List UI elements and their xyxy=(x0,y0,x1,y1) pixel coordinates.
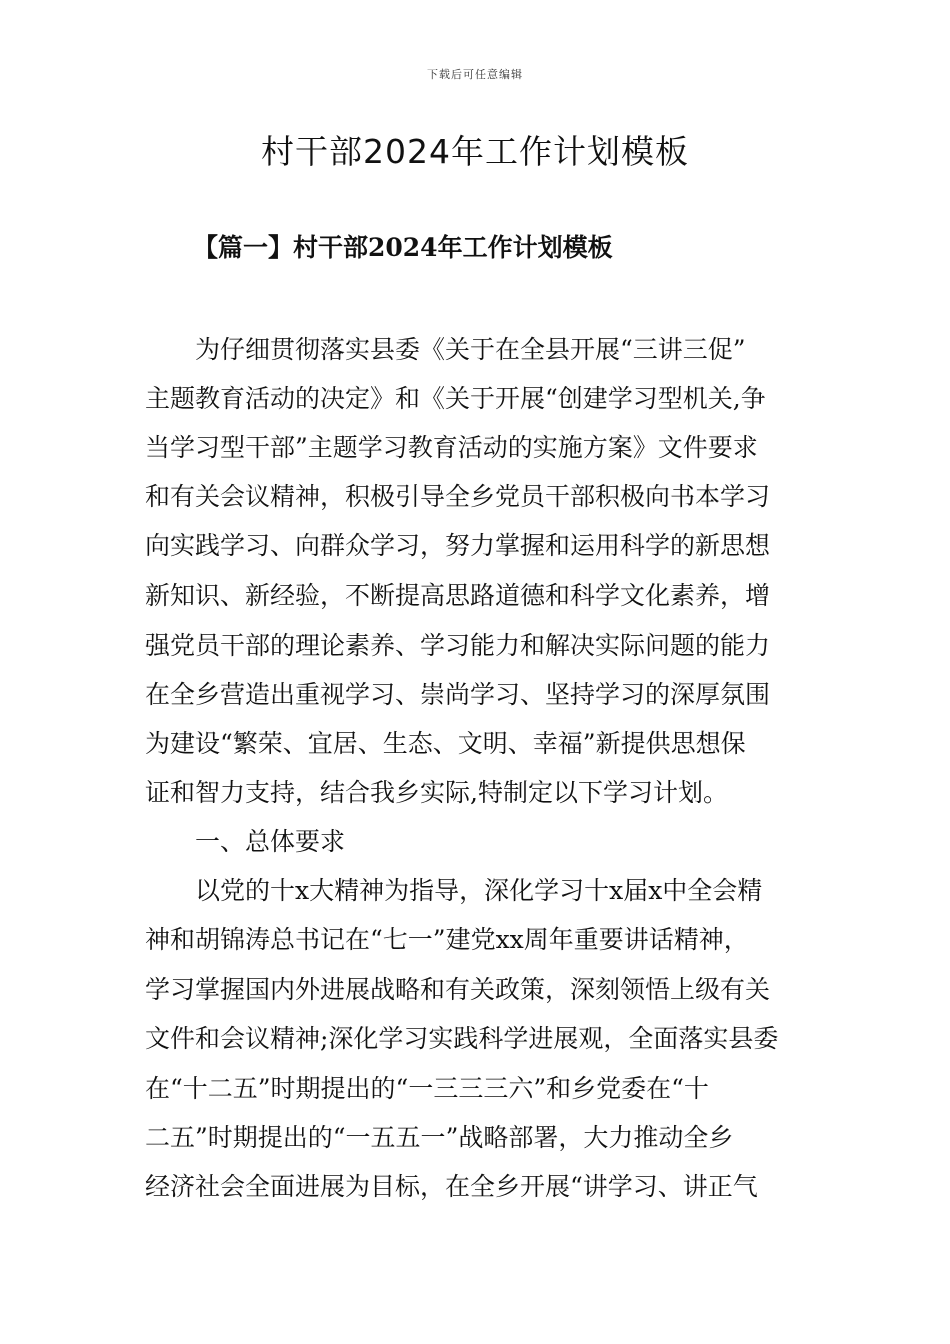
paragraph-line: 二五”时期提出的“一五五一”战略部署，大力推动全乡 xyxy=(145,1123,734,1152)
paragraph-line: 当学习型干部”主题学习教育活动的实施方案》文件要求 xyxy=(145,433,758,462)
header-note: 下载后可任意编辑 xyxy=(427,68,523,81)
paragraph-line: 以党的十x大精神为指导，深化学习十x届x中全会精 xyxy=(195,876,763,905)
paragraph-line: 证和智力支持，结合我乡实际,特制定以下学习计划。 xyxy=(145,778,728,807)
paragraph-line: 神和胡锦涛总书记在“七一”建党xx周年重要讲话精神， xyxy=(145,925,749,954)
paragraph-line: 和有关会议精神，积极引导全乡党员干部积极向书本学习 xyxy=(145,482,771,511)
document-title: 村干部2024年工作计划模板 xyxy=(261,132,689,171)
paragraph-line: 在全乡营造出重视学习、崇尚学习、坚持学习的深厚氛围 xyxy=(145,680,771,709)
paragraph-line: 强党员干部的理论素养、学习能力和解决实际问题的能力 xyxy=(145,631,771,660)
paragraph-line: 学习掌握国内外进展战略和有关政策，深刻领悟上级有关 xyxy=(145,975,771,1004)
paragraph-line: 为建设“繁荣、宜居、生态、文明、幸福”新提供思想保 xyxy=(145,729,746,758)
subsection-heading: 一、总体要求 xyxy=(195,827,346,856)
paragraph-line: 文件和会议精神;深化学习实践科学进展观，全面落实县委 xyxy=(145,1024,779,1053)
paragraph-line: 新知识、新经验，不断提高思路道德和科学文化素养，增 xyxy=(145,581,771,610)
section-heading: 【篇一】村干部2024年工作计划模板 xyxy=(193,233,613,262)
paragraph-line: 为仔细贯彻落实县委《关于在全县开展“三讲三促” xyxy=(195,335,746,364)
paragraph-line: 经济社会全面进展为目标，在全乡开展“讲学习、讲正气 xyxy=(145,1172,758,1201)
paragraph-line: 向实践学习、向群众学习，努力掌握和运用科学的新思想 xyxy=(145,531,771,560)
paragraph-line: 主题教育活动的决定》和《关于开展“创建学习型机关,争 xyxy=(145,384,766,413)
paragraph-line: 在“十二五”时期提出的“一三三三六”和乡党委在“十 xyxy=(145,1074,709,1103)
